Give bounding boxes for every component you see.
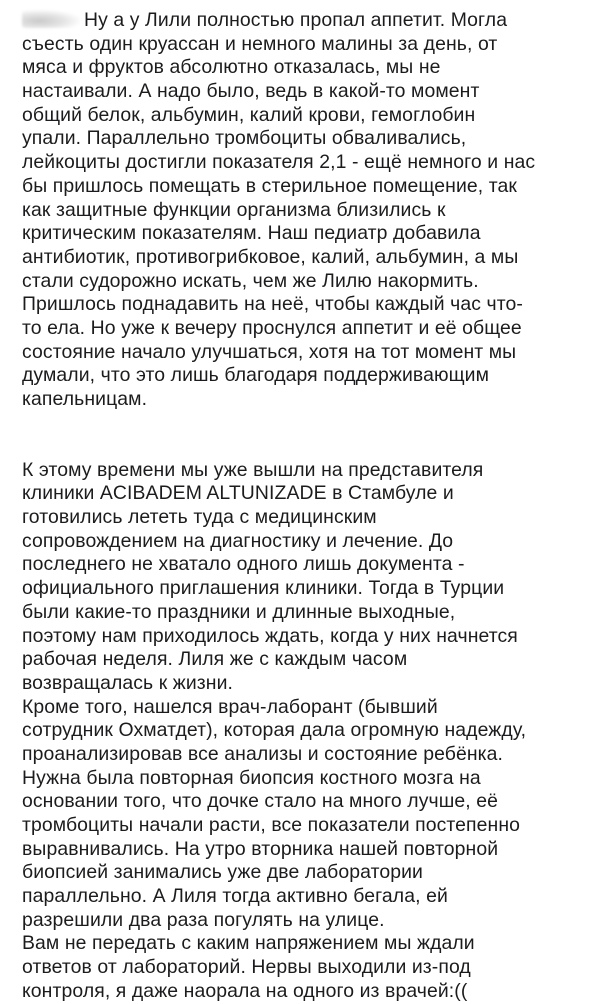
text-line: официального приглашения клиники. Тогда в Турции [22, 577, 505, 600]
text-line: то ела. Но уже к вечеру проснулся аппетит и её общее [22, 316, 522, 339]
text-line: как защитные функции организма близились к [22, 198, 446, 221]
text-line: разрешили два раза погулять на улице. [22, 908, 385, 931]
text-line: выравнивались. На утро вторника нашей повторной [22, 837, 499, 860]
text-line: основании того, что дочке стало на много лучше, её [22, 790, 498, 813]
text-line: К этому времени мы уже вышли на представителя [22, 458, 484, 481]
text-line: Ну а у Лили полностью пропал аппетит. Могла [22, 9, 588, 33]
text-line: настаивали. А надо было, ведь в какой-то момент [22, 80, 480, 103]
text-line: съесть один круассан и немного малины за день, от [22, 32, 498, 55]
text-line: думали, что это лишь благодаря поддерживающим [22, 364, 490, 387]
text-line: состояние начало улучшаться, хотя на тот момент мы [22, 340, 517, 363]
text-line: Кроме того, нашелся врач-лаборант (бывший [22, 695, 438, 718]
paragraph-2 [22, 459, 588, 696]
text-line: сотрудник Охматдет), которая дала огромную надежду, [22, 719, 527, 742]
text-line: Нужна была повторная биопсия костного мозга на [22, 766, 481, 789]
text-line: рабочая неделя. Лиля же с каждым часом [22, 648, 408, 671]
text-line: антибиотик, противогрибковое, калий, альбумин, а мы [22, 245, 519, 268]
text-line: лейкоциты достигли показателя 2,1 - ещё немного и нас [22, 151, 536, 174]
text-line: стали судорожно искать, чем же Лилю накормить. [22, 269, 479, 292]
text-line: бы пришлось помещать в стерильное помещение, так [22, 174, 517, 197]
text-line: готовились лететь туда с медицинским [22, 506, 377, 529]
text-line: Вам не передать с каким напряжением мы ждали [22, 932, 475, 955]
text-line: проанализировав все анализы и состояние ребёнка. [22, 742, 504, 765]
text-line: критическим показателям. Наш педиатр добавила [22, 222, 481, 245]
paragraph-1 [22, 9, 588, 412]
text-line: были какие-то праздники и длинные выходные, [22, 600, 456, 623]
text-line: мяса и фруктов абсолютно отказалась, мы не [22, 56, 441, 79]
paragraph-4 [22, 932, 588, 1003]
paragraph-3 [22, 696, 588, 933]
text-line: клиники ACIBADEM ALTUNIZADE в Стамбуле и [22, 482, 454, 505]
text-line: биопсией занимались уже две лаборатории [22, 861, 423, 884]
text-line: параллельно. А Лиля тогда активно бегала, ей [22, 885, 448, 908]
text-line: последнего не хватало одного лишь документа - [22, 553, 465, 576]
text-line: возвращалась к жизни. [22, 671, 234, 694]
text-line: упали. Параллельно тромбоциты обваливались, [22, 127, 467, 150]
text-line: тромбоциты начали расти, все показатели постепенно [22, 814, 521, 836]
text-line: общий белок, альбумин, калий крови, гемоглобин [22, 103, 476, 126]
text-line: контроля, я даже наорала на одного из врачей:(( [22, 979, 468, 1002]
post-text [22, 9, 588, 1004]
blurred-username [22, 10, 80, 28]
text-line: поэтому нам приходилось ждать, когда у них начнется [22, 624, 518, 647]
text-line: ответов от лабораторий. Нервы выходили из-под [22, 956, 471, 979]
paragraph-spacer [22, 412, 588, 459]
text-line: Пришлось поднадавить на неё, чтобы каждый час что- [22, 293, 523, 316]
text-line: капельницам. [22, 388, 148, 410]
text-line: сопровождением на диагностику и лечение. До [22, 529, 454, 552]
